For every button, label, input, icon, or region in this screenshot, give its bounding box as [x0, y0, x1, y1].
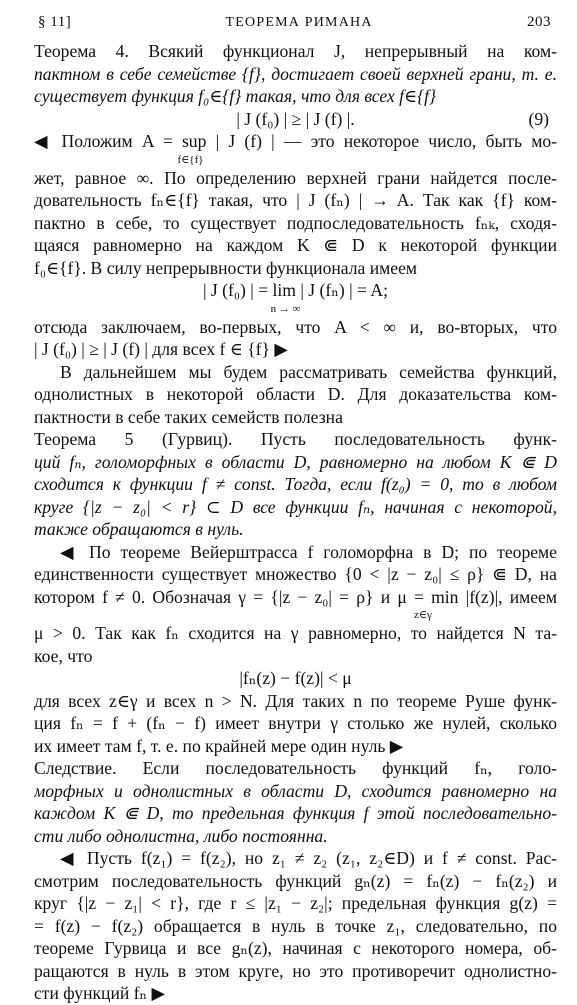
text-line: f₀∈{f}. В силу непрерывности функционала имеем: [34, 257, 418, 278]
equation-number: (9): [528, 108, 549, 129]
text-line: их имеет там f, т. е. по крайней мере один нуль ▶: [34, 735, 404, 756]
text-line: для всех z∈γ и всех n > N. Для таких n по теореме Руше функ-: [34, 690, 557, 711]
text-line: = f(z) − f(z₂) обращается в нуль в точке z₁, следовательно, по: [34, 915, 557, 936]
subscript-line: z∈γ: [414, 609, 432, 621]
text-line: | J (f₀) | ≥ | J (f) | для всех f ∈ {f} ▶: [34, 339, 288, 359]
display-equation: | J (f₀) | = lim | J (fₙ) | = A;: [203, 280, 388, 300]
text-line: сти функций fₙ ▶: [34, 983, 166, 1003]
text-line: ◀ Пусть f(z₁) = f(z₂), но z₁ ≠ z₂ (z₁, z₂∈D) и f ≠ const. Рас-: [60, 848, 557, 868]
display-equation: |fₙ(z) − f(z)| < μ: [239, 668, 352, 688]
text-line: однолистных в некоторой области D. Для доказательства ком-: [34, 384, 557, 404]
text-line: жет, равное ∞. По определению верхней грани найдется после-: [34, 167, 557, 188]
running-title: ТЕОРЕМА РИМАНА: [225, 15, 373, 30]
text-line: пактно в себе, то существует подпоследовательность fₙₖ, сходя-: [34, 212, 557, 233]
text-line: круг {|z − z₁| < r}, где r ≤ |z₁ − z₂|; предельная функция g(z) =: [34, 893, 557, 913]
text-line: отсюда заключаем, во-первых, что A < ∞ и, во-вторых, что: [34, 316, 557, 337]
running-header: [38, 14, 551, 36]
text-line: существует функция f₀∈{f} такая, что для всех f∈{f}: [34, 86, 437, 106]
text-line: теореме Гурвица и все gₙ(z), начиная с некоторого номера, об-: [34, 938, 557, 958]
text-line: щаяся равномерно на каждом K ⋐ D к некоторой функции: [34, 235, 557, 255]
text-line: круге {|z − z₀| < r} ⊂ D все функции fₙ, начиная с некоторой,: [34, 496, 557, 517]
text-line: μ > 0. Так как fₙ сходится на γ равномерно, то найдется N та-: [34, 623, 557, 643]
text-line: пактном в себе семействе {f}, достигает своей верхней грани, т. е.: [34, 63, 557, 84]
text-line: кое, что: [34, 645, 93, 666]
text-line: каждом K ⋐ D, то предельная функция f этой последовательно-: [34, 803, 557, 823]
subscript-line: f∈{f}: [177, 153, 204, 166]
page-number: 203: [526, 14, 551, 30]
equation-9: [34, 108, 557, 131]
text-line: Теорема 5 (Гурвиц). Пусть последовательность функ-: [34, 429, 557, 449]
text-line: морфных и однолистных в области D, сходится равномерно на: [34, 780, 557, 801]
text-line: ций fₙ, голоморфных в области D, равномерно на любом K ⋐ D: [34, 451, 557, 472]
text-line: пактности в себе таких семейств полезна: [34, 406, 343, 427]
text-line: ращаются в нуль в этом круге, но это противоречит однолистно-: [34, 960, 557, 981]
text-line: сходится к функции f ≠ const. Тогда, если f(z₀) = 0, то в любом: [34, 474, 557, 494]
page-body: [34, 40, 557, 1005]
equation-body: | J (f₀) | ≥ | J (f) |.: [236, 108, 355, 129]
text-line: довательность fₙ∈{f} такая, что | J (fₙ) | → A. Так как {f} ком-: [34, 190, 557, 210]
text-line: сти либо однолистна, либо постоянна.: [34, 825, 328, 846]
text-line: единственности существует множество {0 < |z − z₀| ≤ ρ} ⋐ D, на: [34, 564, 557, 584]
text-line: котором f ≠ 0. Обозначая γ = {|z − z₀| = ρ} и μ = min |f(z)|, имеем: [34, 586, 557, 607]
text-line: В дальнейшем мы будем рассматривать семейства функций,: [60, 361, 557, 382]
text-line: также обращаются в нуль.: [34, 519, 244, 539]
text-line: Теорема 4. Всякий функционал J, непрерывный на ком-: [34, 41, 557, 61]
section-marker: § 11]: [38, 14, 72, 30]
text-line: ◀ По теореме Вейерштрасса f голоморфна в D; по теореме: [60, 541, 557, 562]
text-line: ◀ Положим A = sup | J (f) | — это некоторое число, быть мо-: [34, 131, 557, 151]
text-line: смотрим последовательность функций gₙ(z) = fₙ(z) − fₙ(z₂) и: [34, 870, 557, 891]
text-line: ция fₙ = f + (fₙ − f) имеет внутри γ столько же нулей, сколько: [34, 713, 557, 733]
text-line: Следствие. Если последовательность функций fₙ, голо-: [34, 758, 557, 778]
subscript-line: n → ∞: [270, 302, 301, 315]
